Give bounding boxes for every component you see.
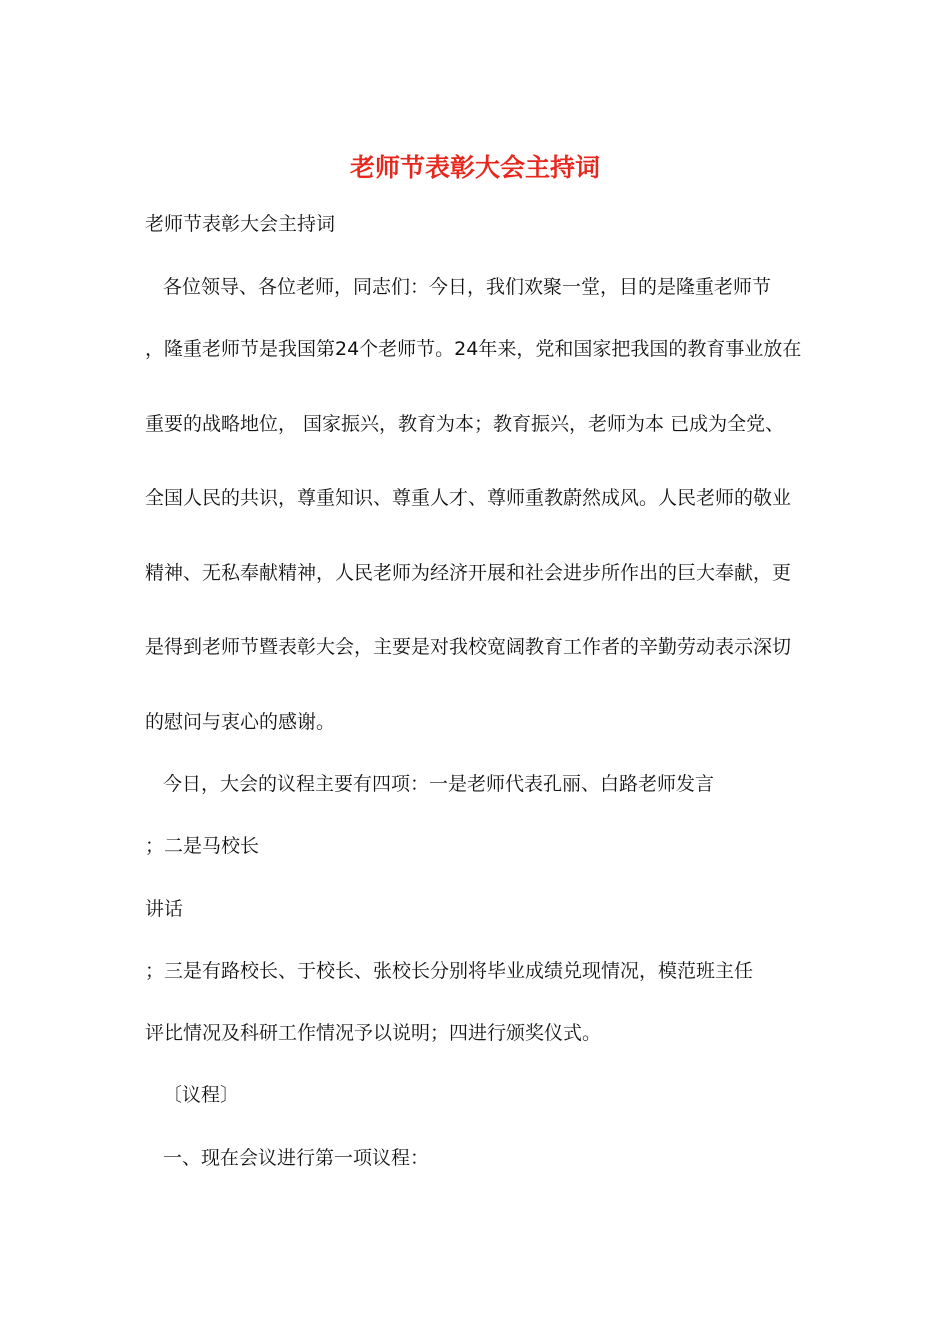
paragraph-line: 重要的战略地位， 国家振兴，教育为本；教育振兴，老师为本 已成为全党、 bbox=[145, 413, 785, 435]
agenda-item: 一、现在会议进行第一项议程： bbox=[163, 1147, 430, 1169]
paragraph-line: 评比情况及科研工作情况予以说明；四进行颁奖仪式。 bbox=[145, 1022, 602, 1044]
agenda-heading: 〔议程〕 bbox=[163, 1084, 240, 1106]
document-subtitle: 老师节表彰大会主持词 bbox=[145, 213, 336, 235]
paragraph-line: ；二是马校长 bbox=[145, 835, 260, 857]
paragraph-line: 全国人民的共识，尊重知识、尊重人才、尊师重教蔚然成风。人民老师的敬业 bbox=[145, 487, 792, 509]
paragraph-line: 精神、无私奉献精神，人民老师为经济开展和社会进步所作出的巨大奉献，更 bbox=[145, 562, 792, 584]
paragraph-line: 是得到老师节暨表彰大会，主要是对我校宽阔教育工作者的辛勤劳动表示深切 bbox=[145, 636, 792, 658]
paragraph-line: 的慰问与衷心的感谢。 bbox=[145, 711, 336, 733]
paragraph-line: ；三是有路校长、于校长、张校长分别将毕业成绩兑现情况，模范班主任 bbox=[145, 960, 754, 982]
paragraph-line: 讲话 bbox=[145, 898, 184, 920]
paragraph-line: 各位领导、各位老师，同志们：今日，我们欢聚一堂，目的是隆重老师节 bbox=[163, 276, 772, 298]
paragraph-line: ，隆重老师节是我国第24个老师节。24年来，党和国家把我国的教育事业放在 bbox=[145, 338, 802, 360]
document-title: 老师节表彰大会主持词 bbox=[349, 153, 600, 182]
paragraph-line: 今日，大会的议程主要有四项：一是老师代表孔丽、白路老师发言 bbox=[163, 773, 715, 795]
